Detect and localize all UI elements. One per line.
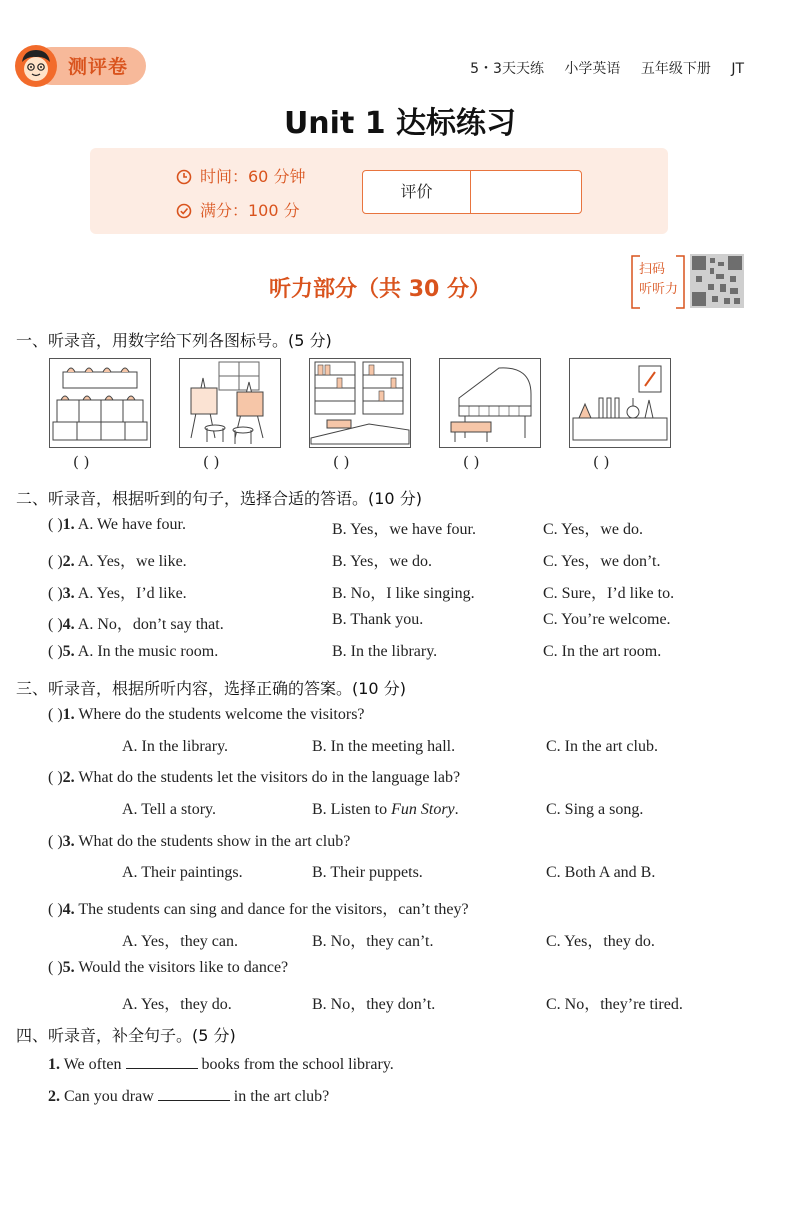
fill-blank[interactable] <box>126 1054 198 1069</box>
scan-badge <box>630 254 686 310</box>
evaluation-box <box>362 170 582 214</box>
s3-q3-option-c: C. Both A and B. <box>546 864 656 881</box>
series-info <box>470 58 744 78</box>
question-number: 1. <box>62 706 75 723</box>
s2-q4-option-c: C. You’re welcome. <box>543 611 671 628</box>
answer-slot[interactable]: ( ) <box>48 616 63 633</box>
answer-slot[interactable]: ( ) <box>48 516 63 533</box>
s2-q3-option-b: B. No，I like singing. <box>332 585 475 602</box>
s2-q4 <box>48 611 224 634</box>
s3-q2-option-c: C. Sing a song. <box>546 801 644 818</box>
question-number: 3. <box>62 833 75 850</box>
option-a: A. No，don’t say that. <box>77 616 224 633</box>
time-text: 时间：60 分钟 <box>200 167 306 186</box>
section-1-heading: 一、听录音，用数字给下列各图标号。(5 分) <box>16 331 332 350</box>
question-number: 2. <box>62 553 75 570</box>
series-subject: 小学英语 <box>564 61 621 77</box>
question-text: What do the students show in the art club? <box>78 833 351 850</box>
section-2-heading: 二、听录音，根据听到的句子，选择合适的答语。(10 分) <box>16 489 422 508</box>
s2-q5 <box>48 643 218 661</box>
series-edition: JT <box>731 61 744 77</box>
s3-q1 <box>48 706 365 724</box>
s2-q5-option-c: C. In the art room. <box>543 643 662 660</box>
answer-slot[interactable]: ( ) <box>48 959 63 976</box>
section-3-heading: 三、听录音，根据所听内容，选择正确的答案。(10 分) <box>16 679 406 698</box>
answer-slot[interactable]: ( ) <box>48 706 63 723</box>
scan-line-1: 扫码 <box>639 262 666 277</box>
question-text: Where do the students welcome the visitors? <box>78 706 365 723</box>
question-number: 3. <box>62 585 75 602</box>
s3-q3-option-b: B. Their puppets. <box>312 864 423 881</box>
s2-q2-option-c: C. Yes，we don’t. <box>543 553 661 570</box>
s2-q2-option-b: B. Yes，we do. <box>332 553 433 570</box>
s3-q3 <box>48 833 350 851</box>
s3-q4 <box>48 896 469 919</box>
s2-q3 <box>48 580 187 603</box>
info-box <box>90 148 668 234</box>
s3-q5 <box>48 959 288 977</box>
classroom-desks-icon <box>49 358 151 448</box>
sentence-end: books from the school library. <box>201 1056 394 1073</box>
question-text: The students can sing and dance for the visitors，can’t they? <box>78 901 469 918</box>
option-a: A. We have four. <box>77 516 186 533</box>
s3-q5-option-b: B. No，they don’t. <box>312 996 436 1013</box>
question-number: 2. <box>48 1088 60 1105</box>
answer-slot[interactable]: ( ) <box>48 833 63 850</box>
series-grade: 五年级下册 <box>640 61 711 77</box>
option-a: A. Yes，we like. <box>77 553 187 570</box>
s2-q1-option-c: C. Yes，we do. <box>543 521 644 538</box>
question-number: 2. <box>62 769 75 786</box>
s3-q4-option-a: A. Yes，they can. <box>122 933 238 950</box>
question-number: 1. <box>62 516 75 533</box>
s3-q4-option-c: C. Yes，they do. <box>546 933 655 950</box>
qr-code-icon[interactable] <box>690 254 744 308</box>
student-face-icon <box>14 44 58 88</box>
question-number: 5. <box>62 643 75 660</box>
s3-q2-option-b <box>312 801 459 819</box>
listening-section-title: 听力部分（共 30 分） <box>269 277 491 302</box>
picture-4-answer[interactable]: ( ) <box>463 453 480 471</box>
s3-q5-option-a: A. Yes，they do. <box>122 996 232 1013</box>
score-row <box>176 198 300 221</box>
score-text: 满分：100 分 <box>200 201 300 220</box>
s3-q3-option-a: A. Their paintings. <box>122 864 243 881</box>
sentence-start: We often <box>63 1056 122 1073</box>
clock-icon <box>176 169 192 185</box>
evaluation-label: 评价 <box>363 171 471 213</box>
s3-q1-option-c: C. In the art club. <box>546 738 658 755</box>
time-row <box>176 164 305 187</box>
scan-text <box>639 260 678 300</box>
fill-blank[interactable] <box>158 1086 230 1101</box>
option-b-prefix: B. Listen to <box>312 801 392 818</box>
piano-room-icon <box>439 358 541 448</box>
series-brand: 5・3天天练 <box>470 61 544 77</box>
answer-slot[interactable]: ( ) <box>48 553 63 570</box>
question-number: 1. <box>48 1056 60 1073</box>
art-easels-icon <box>179 358 281 448</box>
s3-q2-option-a: A. Tell a story. <box>122 801 216 818</box>
option-b-suffix: . <box>454 801 459 818</box>
answer-slot[interactable]: ( ) <box>48 643 63 660</box>
answer-slot[interactable]: ( ) <box>48 901 63 918</box>
s4-q1 <box>48 1054 394 1074</box>
picture-3-answer[interactable]: ( ) <box>333 453 350 471</box>
picture-1-answer[interactable]: ( ) <box>73 453 90 471</box>
s2-q2 <box>48 548 187 571</box>
s2-q3-option-c: C. Sure，I’d like to. <box>543 585 675 602</box>
picture-5-answer[interactable]: ( ) <box>593 453 610 471</box>
question-text: Would the visitors like to dance? <box>78 959 289 976</box>
s2-q4-option-b: B. Thank you. <box>332 611 424 628</box>
s3-q1-option-a: A. In the library. <box>122 738 229 755</box>
s2-q1-option-b: B. Yes，we have four. <box>332 521 476 538</box>
library-shelves-icon <box>309 358 411 448</box>
s3-q5-option-c: C. No，they’re tired. <box>546 996 683 1013</box>
page-title: Unit 1 达标练习 <box>283 106 517 141</box>
s3-q2 <box>48 769 460 787</box>
science-lab-icon <box>569 358 671 448</box>
question-number: 4. <box>62 616 75 633</box>
question-number: 4. <box>62 901 75 918</box>
sentence-end: in the art club? <box>233 1088 330 1105</box>
s3-q1-option-b: B. In the meeting hall. <box>312 738 456 755</box>
question-text: What do the students let the visitors do in the language lab? <box>78 769 461 786</box>
badge-label: 测评卷 <box>68 56 129 78</box>
check-circle-icon <box>176 203 192 219</box>
test-badge <box>14 44 148 88</box>
answer-slot[interactable]: ( ) <box>48 585 63 602</box>
s4-q2 <box>48 1086 329 1106</box>
picture-2-answer[interactable]: ( ) <box>203 453 220 471</box>
option-a: A. Yes，I’d like. <box>77 585 187 602</box>
sentence-start: Can you draw <box>64 1088 154 1105</box>
option-b-title: Fun Story <box>391 801 455 818</box>
question-number: 5. <box>62 959 75 976</box>
option-a: A. In the music room. <box>77 643 219 660</box>
section-4-heading: 四、听录音，补全句子。(5 分) <box>16 1026 236 1045</box>
s3-q4-option-b: B. No，they can’t. <box>312 933 434 950</box>
scan-line-2: 听听力 <box>639 282 679 297</box>
answer-slot[interactable]: ( ) <box>48 769 63 786</box>
s2-q5-option-b: B. In the library. <box>332 643 438 660</box>
s2-q1 <box>48 516 186 534</box>
